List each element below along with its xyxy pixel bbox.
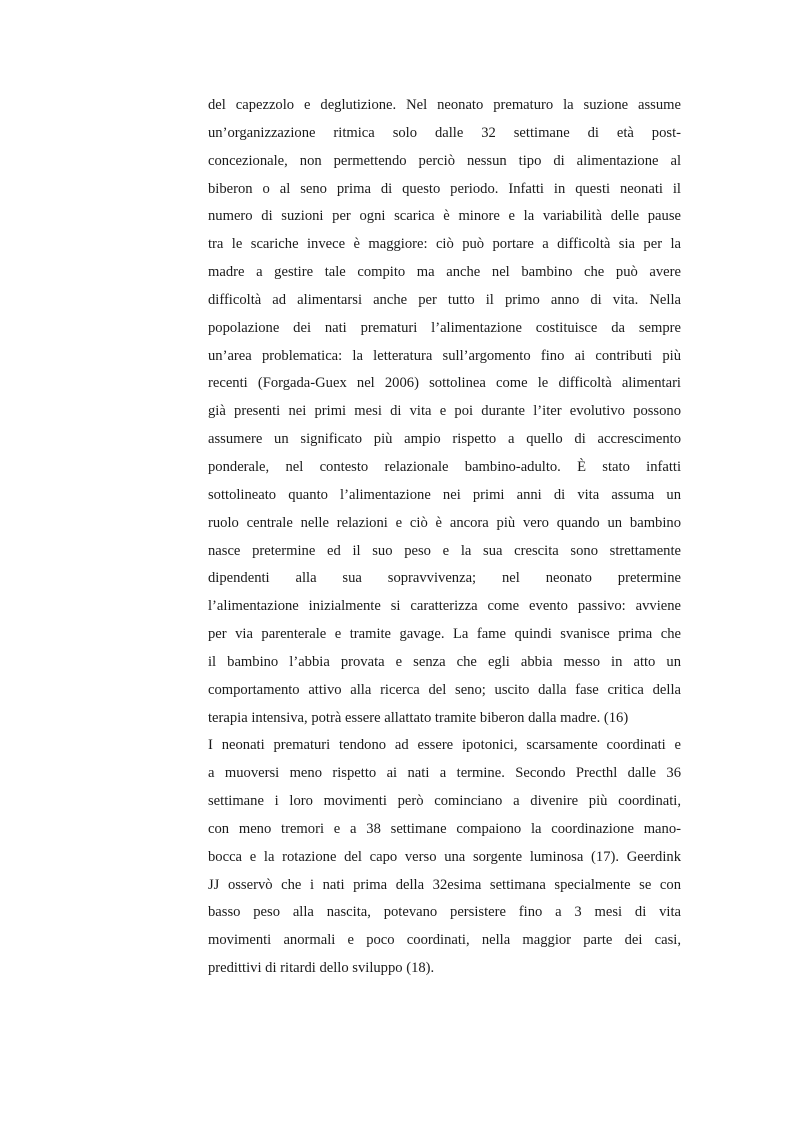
text-line: un’area problematica: la letteratura sull’argomento fino ai contributi più [208,347,681,364]
text-line: il bambino l’abbia provata e senza che egli abbia messo in atto un [208,653,681,670]
text-line: difficoltà ad alimentarsi anche per tutto il primo anno di vita. Nella [208,291,681,308]
text-line: I neonati prematuri tendono ad essere ipotonici, scarsamente coordinati e [208,737,681,754]
text-line: per via parenterale e tramite gavage. La fame quindi svanisce prima che [208,626,681,643]
text-line: dipendenti alla sua sopravvivenza; nel neonato pretermine [208,570,681,587]
text-line: biberon o al seno prima di questo periodo. Infatti in questi neonati il [208,180,681,197]
text-line: assumere un significato più ampio rispetto a quello di accrescimento [208,431,681,448]
text-line: ponderale, nel contesto relazionale bambino-adulto. È stato infatti [208,458,681,475]
text-line: madre a gestire tale compito ma anche nel bambino che può avere [208,264,681,281]
text-line: movimenti anormali e poco coordinati, nella maggior parte dei casi, [208,932,681,949]
body-text [208,92,681,983]
text-line: del capezzolo e deglutizione. Nel neonato prematuro la suzione assume [208,97,681,113]
text-line: predittivi di ritardi dello sviluppo (18). [208,960,435,977]
paragraph-motor [208,732,681,983]
text-line: con meno tremori e a 38 settimane compaiono la coordinazione mano- [208,820,681,837]
text-line: un’organizzazione ritmica solo dalle 32 settimane di età post- [208,124,681,141]
text-line: sottolineato quanto l’alimentazione nei primi anni di vita assuma un [208,486,681,503]
text-line: settimane i loro movimenti però cominciano a divenire più coordinati, [208,793,681,810]
text-line: tra le scariche invece è maggiore: ciò può portare a difficoltà sia per la [208,236,681,253]
text-line: bocca e la rotazione del capo verso una sorgente luminosa (17). Geerdink [208,848,681,865]
paragraph-feeding [208,92,681,732]
text-line: già presenti nei primi mesi di vita e poi durante l’iter evolutivo possono [208,403,681,420]
text-line: JJ osservò che i nati prima della 32esima settimana specialmente se con [208,876,681,893]
text-line: a muoversi meno rispetto ai nati a termine. Secondo Precthl dalle 36 [208,765,681,782]
text-line: numero di suzioni per ogni scarica è minore e la variabilità delle pause [208,208,681,225]
text-line: basso peso alla nascita, potevano persistere fino a 3 mesi di vita [208,904,681,921]
text-line: recenti (Forgada-Guex nel 2006) sottolinea come le difficoltà alimentari [208,375,681,392]
text-line: l’alimentazione inizialmente si caratterizza come evento passivo: avviene [208,598,681,615]
text-line: terapia intensiva, potrà essere allattato tramite biberon dalla madre. (16) [208,709,629,726]
text-line: popolazione dei nati prematuri l’alimentazione costituisce da sempre [208,319,681,336]
text-line: ruolo centrale nelle relazioni e ciò è ancora più vero quando un bambino [208,514,681,531]
text-line: concezionale, non permettendo perciò nessun tipo di alimentazione al [208,152,681,169]
text-line: nasce pretermine ed il suo peso e la sua crescita sono strettamente [208,542,681,559]
text-line: comportamento attivo alla ricerca del seno; uscito dalla fase critica della [208,681,681,698]
